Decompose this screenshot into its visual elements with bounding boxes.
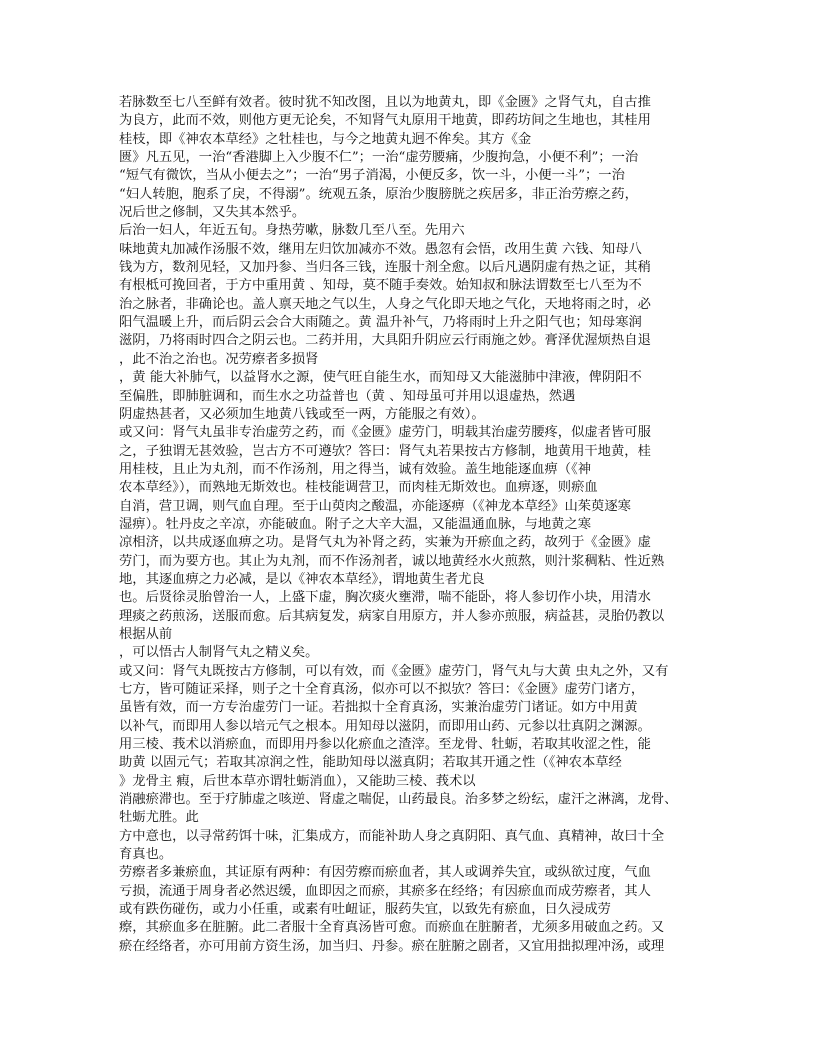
text-line: 钱为方，数剂见轻，又加丹参、当归各三钱，连服十剂全愈。以后凡遇阴虚有热之证，其稍 (119, 260, 651, 276)
text-line: “妇人转胞，胞系了戾，不得溺”。统观五条，原治少腹膀胱之疾居多，非正治劳瘵之药， (119, 186, 638, 202)
text-line: 阴虚热甚者，又必须加生地黄八钱或至一两，方能服之有效）。 (119, 406, 485, 422)
text-line: 农本草经》），而熟地无斯效也。桂枝能调营卫，而肉桂无斯效也。血痹逐，则瘀血 (119, 480, 598, 496)
text-line: 为良方，此而不效，则他方更无论矣，不知肾气丸原用干地黄，即药坊间之生地也，其桂用 (119, 113, 651, 129)
text-line: ，可以悟古人制肾气丸之精义矣。 (119, 645, 319, 661)
text-line: 有根柢可挽回者，于方中重用黄 、知母，莫不随手奏效。始知叔和脉法谓数至七八至为不 (119, 278, 642, 294)
text-line: 瘀在经络者，亦可用前方资生汤，加当归、丹参。瘀在脏腑之剧者，又宜用拙拟理冲汤，或理 (119, 938, 665, 954)
text-line: 根据从前 (119, 626, 173, 642)
text-line: 消融瘀滞也。至于疗肺虚之咳逆、肾虚之喘促，山药最良。治多梦之纷纭，虚汗之淋漓，龙骨、 (119, 792, 678, 808)
text-line: 也。后贤徐灵胎曾治一人，上盛下虚，胸次痰火壅滞，喘不能卧，将人参切作小块，用清水 (119, 590, 651, 606)
text-line: 亏损，流通于周身者必然迟缓，血即因之而瘀，其瘀多在经络；有因瘀血而成劳瘵者，其人 (119, 883, 651, 899)
text-line: 味地黄丸加减作汤服不效，继用左归饮加减亦不效。愚忽有会悟，改用生黄 六钱、知母八 (119, 241, 642, 257)
text-line: 七方，皆可随证采择，则子之十全育真汤，似亦可以不拟欤？答曰：《金匮》虚劳门诸方， (119, 682, 645, 697)
text-line: 桂枝，即《神农本草经》之牡桂也，与今之地黄丸迥不侔矣。其方《金 (119, 131, 532, 147)
text-line: 治之脉者，非确论也。盖人禀天地之气以生，人身之气化即天地之气化，天地将雨之时，必 (119, 296, 651, 312)
text-line: 若脉数至七八至鲜有效者。彼时犹不知改图，且以为地黄丸，即《金匮》之肾气丸，自古推 (119, 95, 651, 110)
text-line: 或又问：肾气丸虽非专治虚劳之药，而《金匮》虚劳门，明载其治虚劳腰疼，似虚者皆可服 (119, 425, 651, 441)
text-line: 或又问：肾气丸既按古方修制，可以有效，而《金匮》虚劳门，肾气丸与大黄 虫丸之外，又有 (119, 663, 669, 679)
text-line: ，黄 能大补肺气，以益肾水之源，使气旺自能生水，而知母又大能滋肺中津液，俾阴阳不 (119, 370, 642, 386)
text-line: 理痰之药煎汤，送服而愈。后其病复发，病家自用原方，并人参亦煎服，病益甚，灵胎仍教以 (119, 608, 665, 624)
text-line: 牡蛎尤胜。此 (119, 810, 199, 826)
text-line: 用三棱、莪术以消瘀血，而即用丹参以化瘀血之渣滓。至龙骨、牡蛎，若取其收涩之性，能 (119, 737, 651, 753)
text-line: 匮》凡五见，一治“香港脚上入少腹不仁”；一治“虚劳腰痛，少腹拘急，小便不利”；一治 (119, 150, 639, 166)
text-line: 虽皆有效，而一方专治虚劳门一证。若拙拟十全育真汤，实兼治虚劳门诸证。如方中用黄 (119, 700, 638, 716)
text-line: 劳瘵者多兼瘀血，其证原有两种：有因劳瘵而瘀血者，其人或调养失宜，或纵欲过度，气血 (119, 865, 651, 881)
document-body (119, 94, 699, 956)
text-line: 助黄 以固元气；若取其凉润之性，能助知母以滋真阴；若取其开通之性（《神农本草经 (119, 755, 622, 771)
text-line: 劳门，而为要方也。其止为丸剂，而不作汤剂者，诚以地黄经水火煎熬，则汁浆稠粘、性近熟 (119, 553, 665, 569)
text-line: 方中意也，以寻常药饵十味，汇集成方，而能补助人身之真阴阳、真气血、真精神，故曰十全 (119, 828, 665, 844)
text-line: 》龙骨主 瘕，后世本草亦谓牡蛎消血），又能助三棱、莪术以 (119, 773, 476, 789)
text-line: 阳气温暖上升，而后阴云会合大雨随之。黄 温升补气，乃将雨时上升之阳气也；知母寒润 (119, 315, 642, 331)
text-line: 湿痹）。牡丹皮之辛凉，亦能破血。附子之大辛大温，又能温通血脉，与地黄之寒 (119, 516, 592, 532)
text-line: 以补气，而即用人参以培元气之根本。用知母以滋阴，而即用山药、元参以壮真阴之渊源。 (119, 718, 651, 734)
text-line: ，此不治之治也。况劳瘵者多损肾 (119, 351, 319, 367)
text-line: 滋阴，乃将雨时四合之阴云也。二药并用，大具阳升阴应云行雨施之妙。膏泽优渥烦热自退 (119, 333, 651, 349)
text-line: 凉相济，以共成逐血痹之功。是肾气丸为补肾之药，实兼为开瘀血之药，故列于《金匮》虚 (119, 535, 651, 551)
text-line: 况后世之修制，又失其本然乎。 (119, 205, 306, 221)
text-line: 至偏胜，即肺脏调和，而生水之功益普也（黄 、知母虽可并用以退虚热，然遇 (119, 388, 576, 404)
text-line: “短气有微饮，当从小便去之”；一治“男子消渴，小便反多，饮一斗，小便一斗”；一治 (119, 168, 625, 184)
text-line: 用桂枝，且止为丸剂，而不作汤剂，用之得当，诚有效验。盖生地能逐血痹（《神 (119, 461, 592, 477)
text-line: 瘵，其瘀血多在脏腑。此二者服十全育真汤皆可愈。而瘀血在脏腑者，尤须多用破血之药。又 (119, 920, 665, 936)
text-line: 自消，营卫调，则气血自理。至于山萸肉之酸温，亦能逐痹（《神龙本草经》山茱萸逐寒 (119, 498, 631, 514)
text-line: 育真也。 (119, 847, 173, 863)
text-line: 后治一妇人，年近五旬。身热劳嗽，脉数几至八至。先用六 (119, 223, 465, 239)
text-line: 之，子独谓无甚效验，岂古方不可遵欤？答曰：肾气丸若果按古方修制，地黄用干地黄，桂 (119, 443, 651, 459)
text-line: 地，其逐血痹之力必减，是以《神农本草经》，谓地黄生者尤良 (119, 571, 485, 587)
text-line: 或有跌伤碰伤，或力小任重，或素有吐衄证，服药失宜，以致先有瘀血，日久浸成劳 (119, 902, 611, 918)
